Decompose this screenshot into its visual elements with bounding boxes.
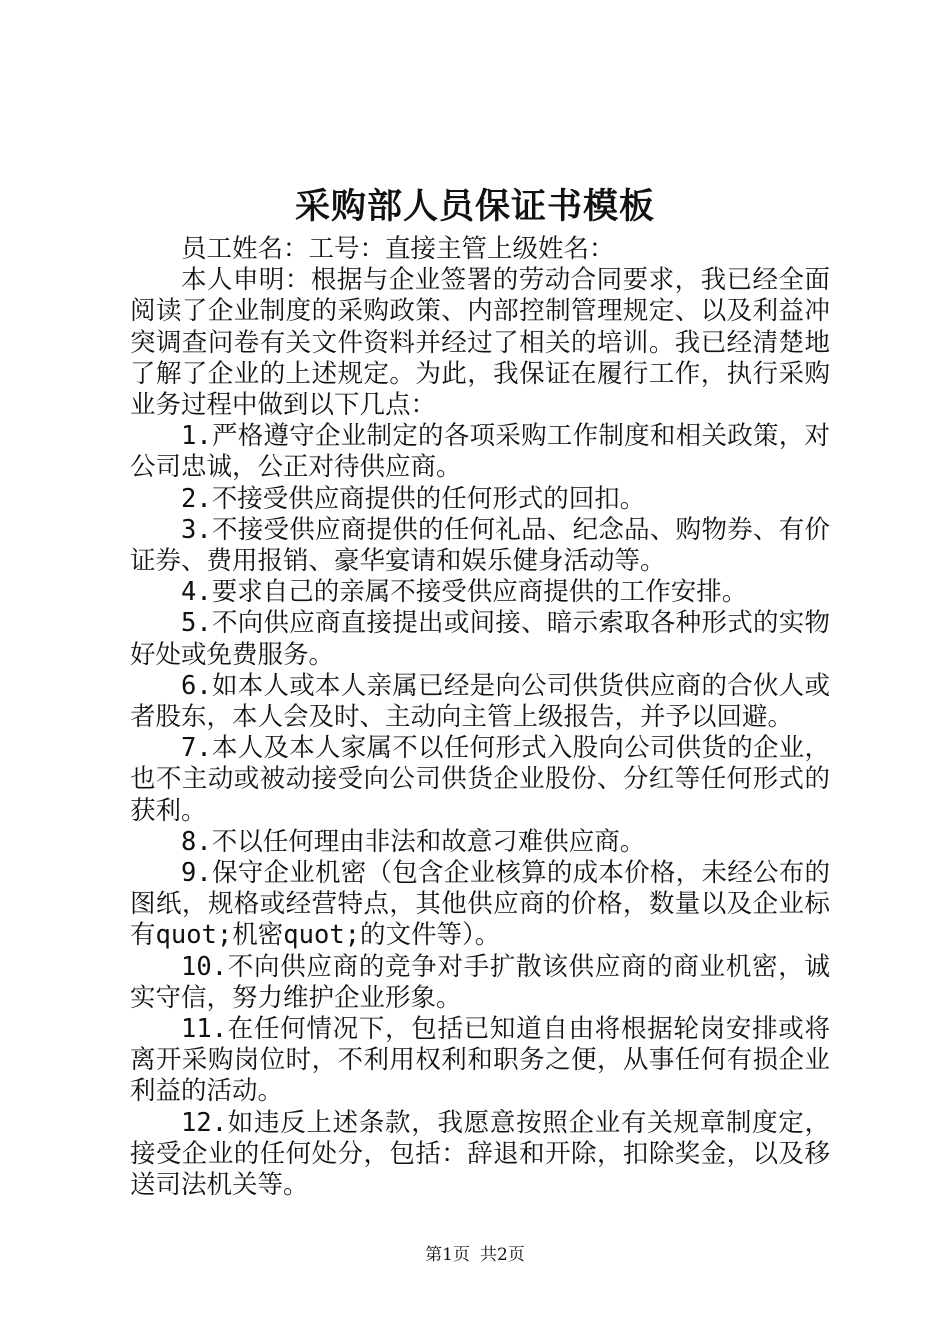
clause-1: 1.严格遵守企业制定的各项采购工作制度和相关政策，对公司忠诚，公正对待供应商。: [130, 421, 830, 483]
clause-7: 7.本人及本人家属不以任何形式入股向公司供货的企业，也不主动或被动接受向公司供货企业股份、分红等任何形式的获利。: [130, 733, 830, 826]
clause-11: 11.在任何情况下，包括已知道自由将根据轮岗安排或将离开采购岗位时，不利用权利和职务之便，从事任何有损企业利益的活动。: [130, 1014, 830, 1107]
clause-5: 5.不向供应商直接提出或间接、暗示索取各种形式的实物好处或免费服务。: [130, 608, 830, 670]
clause-2: 2.不接受供应商提供的任何形式的回扣。: [181, 483, 646, 514]
document-title: 采购部人员保证书模板: [294, 186, 655, 227]
clause-4: 4.要求自己的亲属不接受供应商提供的工作安排。: [181, 577, 748, 608]
page-number: 第1页: [425, 1245, 470, 1265]
document-body: [130, 234, 830, 1201]
clause-3: 3.不接受供应商提供的任何礼品、纪念品、购物券、有价证券、费用报销、豪华宴请和娱乐健身活动等。: [130, 514, 830, 577]
clause-6: 6.如本人或本人亲属已经是向公司供货供应商的合伙人或者股东，本人会及时、主动向主管上级报告，并予以回避。: [130, 670, 830, 733]
page-total: 共2页: [480, 1245, 525, 1265]
clause-12: 12.如违反上述条款，我愿意按照企业有关规章制度定，接受企业的任何处分，包括：辞退和开除，扣除奖金，以及移送司法机关等。: [130, 1107, 830, 1201]
employee-info-line: 员工姓名：工号：直接主管上级姓名：: [181, 234, 615, 264]
page-footer: [0, 1243, 950, 1267]
clause-10: 10.不向供应商的竞争对手扩散该供应商的商业机密，诚实守信，努力维护企业形象。: [130, 951, 830, 1013]
declaration-paragraph: 本人申明：根据与企业签署的劳动合同要求，我已经全面阅读了企业制度的采购政策、内部控制管理规定、以及利益冲突调查问卷有关文件资料并经过了相关的培训。我已经清楚地了解了企业的上述规定。为此，我保证在履行工作，执行采购业务过程中做到以下几点：: [130, 265, 830, 421]
clause-9: 9.保守企业机密（包含企业核算的成本价格，未经公布的图纸，规格或经营特点，其他供应商的价格，数量以及企业标有quot;机密quot;的文件等）。: [130, 858, 830, 951]
clause-8: 8.不以任何理由非法和故意刁难供应商。: [181, 826, 646, 857]
